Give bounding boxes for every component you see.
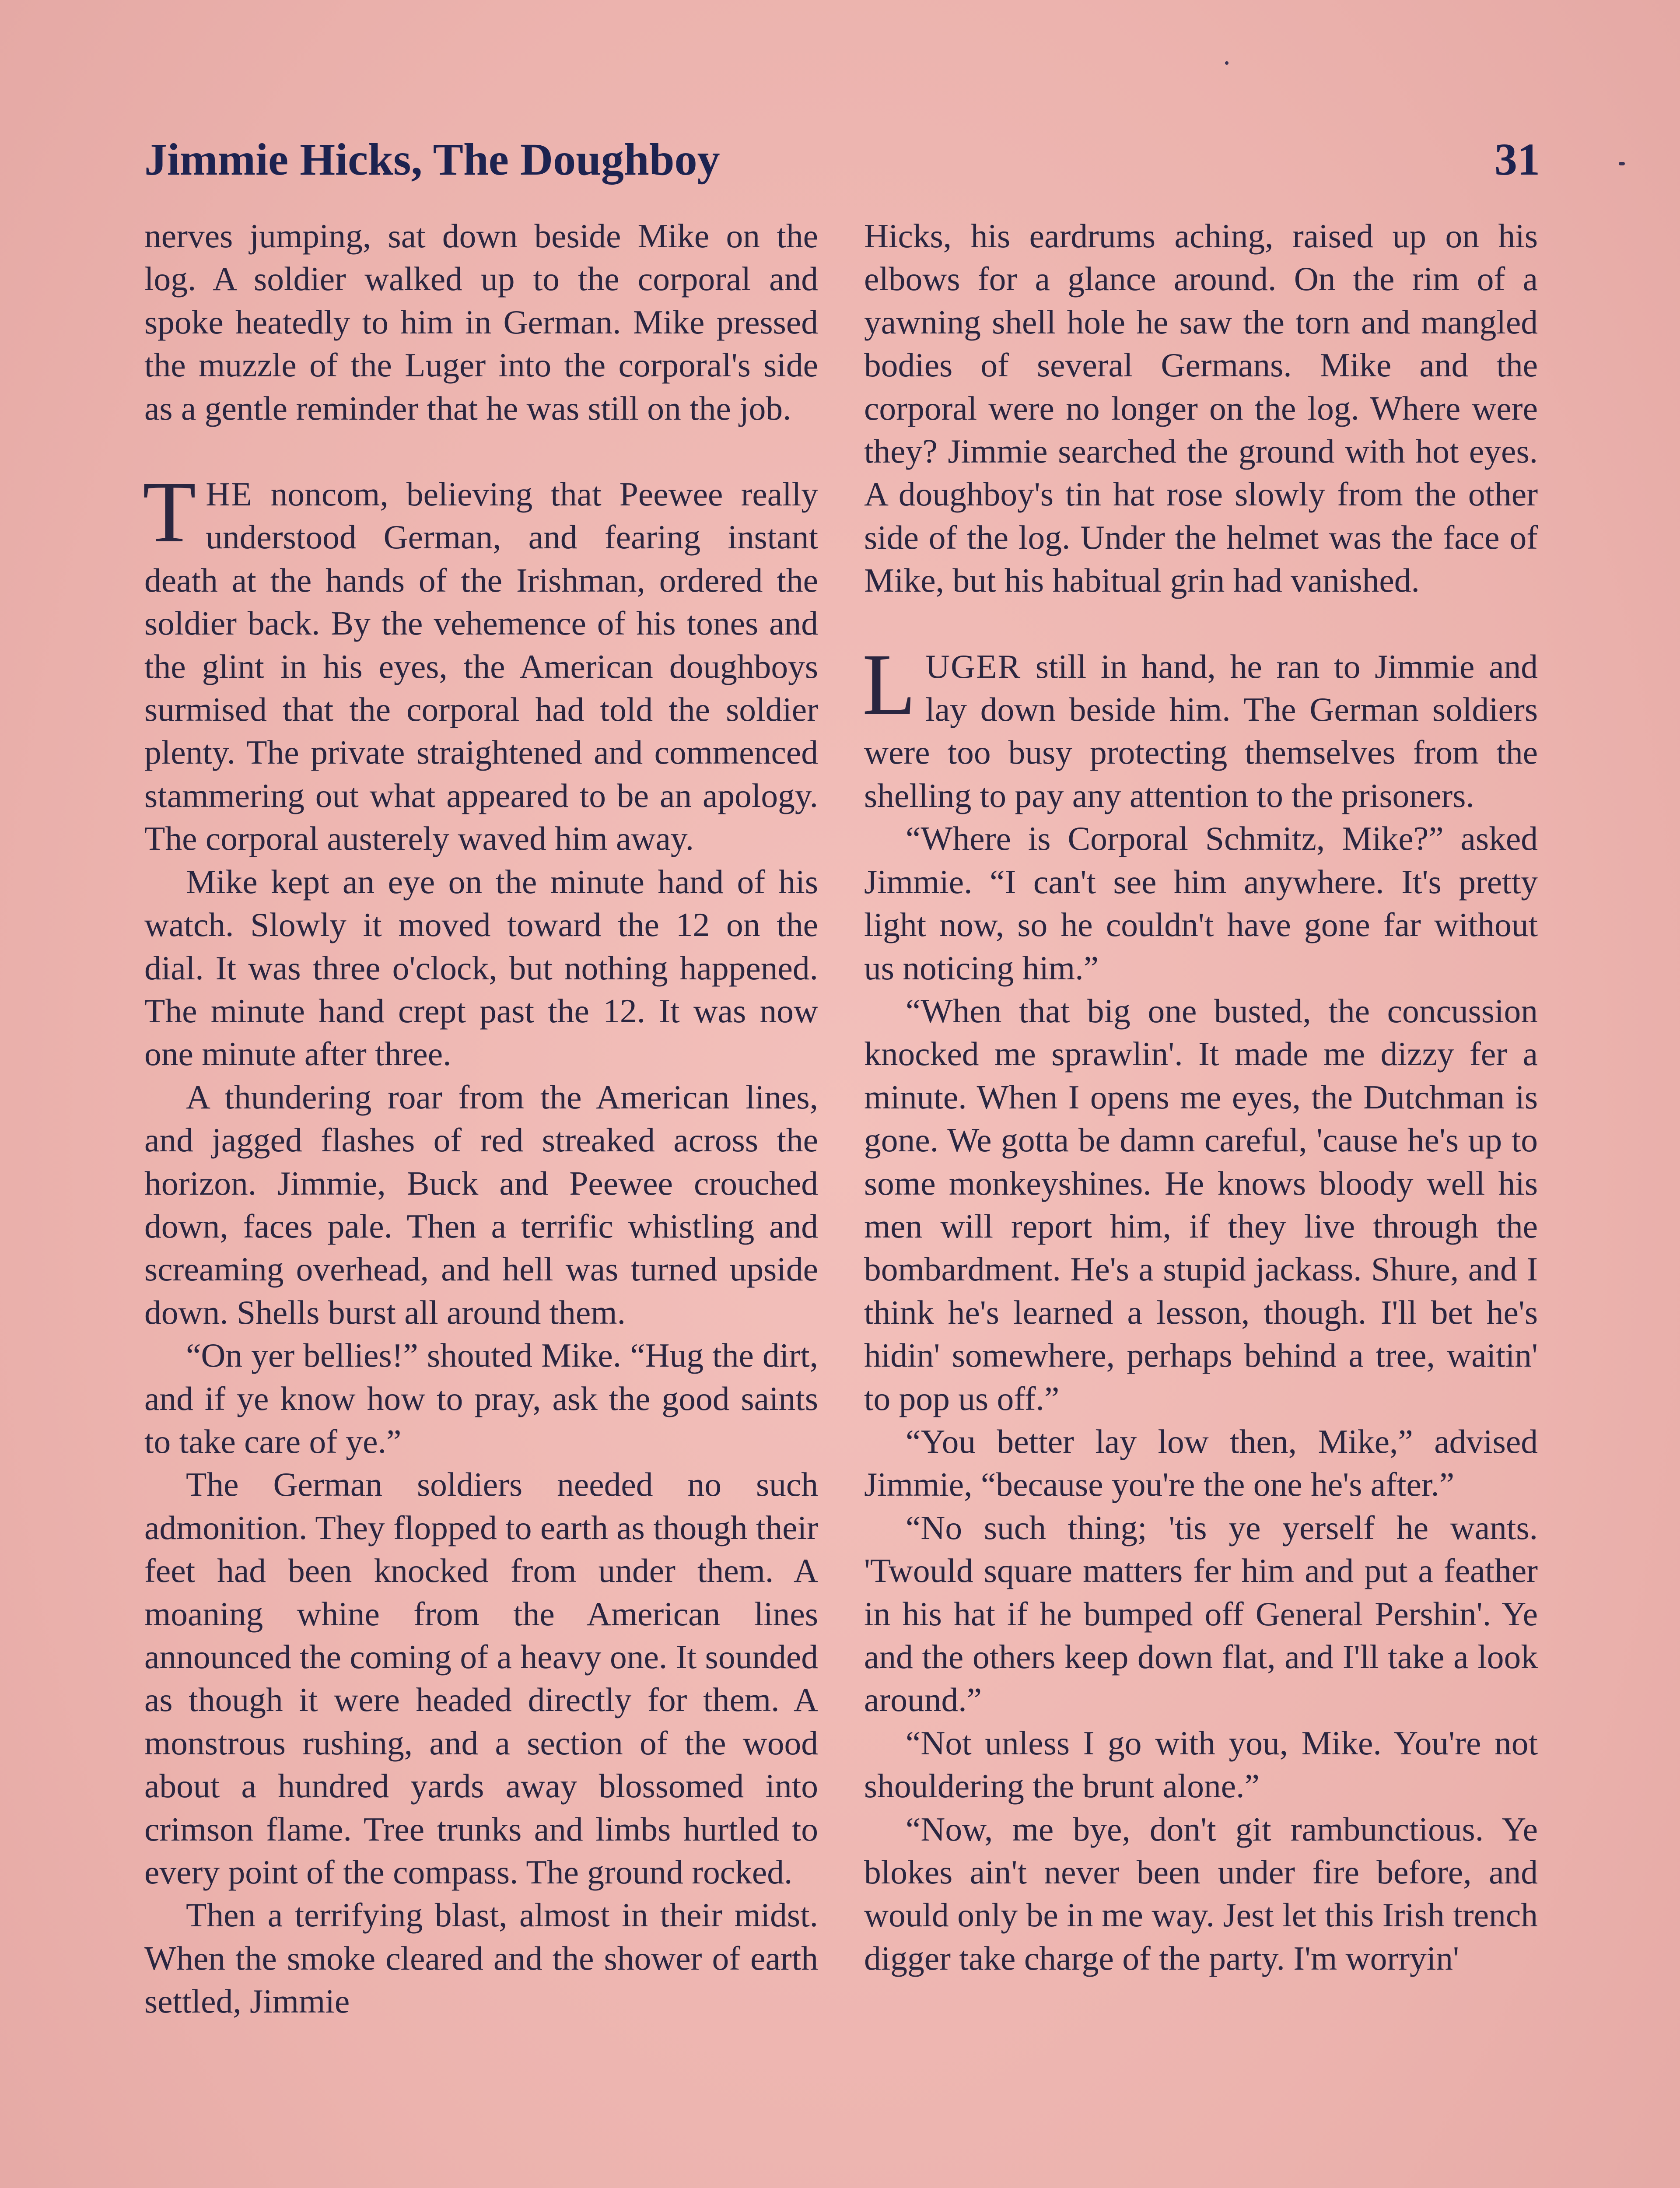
drop-cap: T — [143, 464, 196, 561]
small-caps-lead: HE — [206, 475, 253, 513]
paragraph: “When that big one busted, the concussion knocked me sprawlin'. It made me dizzy fer a minute. When I opens me eyes, the Dutchman is gone. We gotta be damn careful, 'cause he's up to some monkeyshines. He knows bloody well his men will report him, if they live through the bombardment. He's a stupid jackass. Shure, and I think he's learned a lesson, though. I'll bet he's hidin' somewhere, perhaps behind a tree, waitin' to pop us off.” — [864, 992, 1538, 1417]
paragraph: “On yer bellies!” shouted Mike. “Hug the dirt, and if ye know how to pray, ask the good saints to take care of ye.” — [144, 1336, 818, 1460]
paragraph: A thundering roar from the American lines, and jagged flashes of red streaked across the horizon. Jimmie, Buck and Peewee crouched down, faces pale. Then a terrific whistling and screaming overhead, and hell was turned upside down. Shells burst all around them. — [144, 1078, 818, 1331]
paragraph: “No such thing; 'tis ye yerself he wants. 'Twould square matters fer him and put a feather in his hat if he bumped off General Pershin'. Ye and the others keep down flat, and I'll take a look around.” — [864, 1508, 1538, 1719]
page-number: 31 — [1494, 134, 1540, 185]
paragraph: “Not unless I go with you, Mike. You're not shouldering the brunt alone.” — [864, 1724, 1538, 1805]
drop-cap: L — [862, 636, 916, 733]
left-column — [144, 214, 818, 2023]
small-caps-lead: UGER — [925, 647, 1022, 685]
paragraph: Then a terrifying blast, almost in their midst. When the smoke cleared and the shower of earth settled, Jimmie — [144, 1896, 818, 2020]
right-column — [864, 214, 1538, 1980]
section-paragraph — [862, 636, 1538, 817]
paragraph: “You better lay low then, Mike,” advised Jimmie, “because you're the one he's after.” — [864, 1422, 1538, 1504]
paragraph: The German soldiers needed no such admonition. They flopped to earth as though their feet had been knocked from under them. A moaning whine from the American lines announced the coming of a heavy one. It sounded as though it were headed directly for them. A monstrous rushing, and a section of the wood about a hundred yards away blossomed into crimson flame. Tree trunks and limbs hurtled to every point of the compass. The ground rocked. — [144, 1466, 818, 1891]
page-header — [144, 127, 1540, 193]
running-head: Jimmie Hicks, The Doughboy — [144, 134, 720, 185]
section-paragraph — [143, 464, 818, 860]
ink-speck — [1619, 162, 1625, 165]
ink-speck — [1225, 61, 1228, 65]
paragraph-text: noncom, believing that Peewee really understood German, and fearing instant death at the hands of the Irishman, ordered the soldier back. By the vehemence of his tones and the glint in his eyes, the American doughboys surmised that the corporal had told the soldier plenty. The private straightened and commenced stammering out what appeared to be an apology. The corporal austerely waved him away. — [144, 475, 818, 858]
paragraph: nerves jumping, sat down beside Mike on the log. A soldier walked up to the corporal and spoke heatedly to him in German. Mike pressed the muzzle of the Luger into the corporal's side as a gentle reminder that he was still on the job. — [144, 217, 818, 427]
paragraph: Hicks, his eardrums aching, raised up on his elbows for a glance around. On the rim of a yawning shell hole he saw the torn and mangled bodies of several Germans. Mike and the corporal were no longer on the log. Where were they? Jimmie searched the ground with hot eyes. A doughboy's tin hat rose slowly from the other side of the log. Under the helmet was the face of Mike, but his habitual grin had vanished. — [864, 217, 1538, 600]
paragraph-text: still in hand, he ran to Jimmie and lay down beside him. The German soldiers were too busy protecting themselves from the shelling to pay any attention to the prisoners. — [864, 647, 1538, 814]
paragraph: “Now, me bye, don't git rambunctious. Ye blokes ain't never been under fire before, and would only be in me way. Jest let this Irish trench digger take charge of the party. I'm worryin' — [864, 1810, 1538, 1977]
paragraph: “Where is Corporal Schmitz, Mike?” asked Jimmie. “I can't see him anywhere. It's pretty light now, so he couldn't have gone far without us noticing him.” — [864, 820, 1538, 987]
paragraph: Mike kept an eye on the minute hand of his watch. Slowly it moved toward the 12 on the dial. It was three o'clock, but nothing happened. The minute hand crept past the 12. It was now one minute after three. — [144, 863, 818, 1073]
